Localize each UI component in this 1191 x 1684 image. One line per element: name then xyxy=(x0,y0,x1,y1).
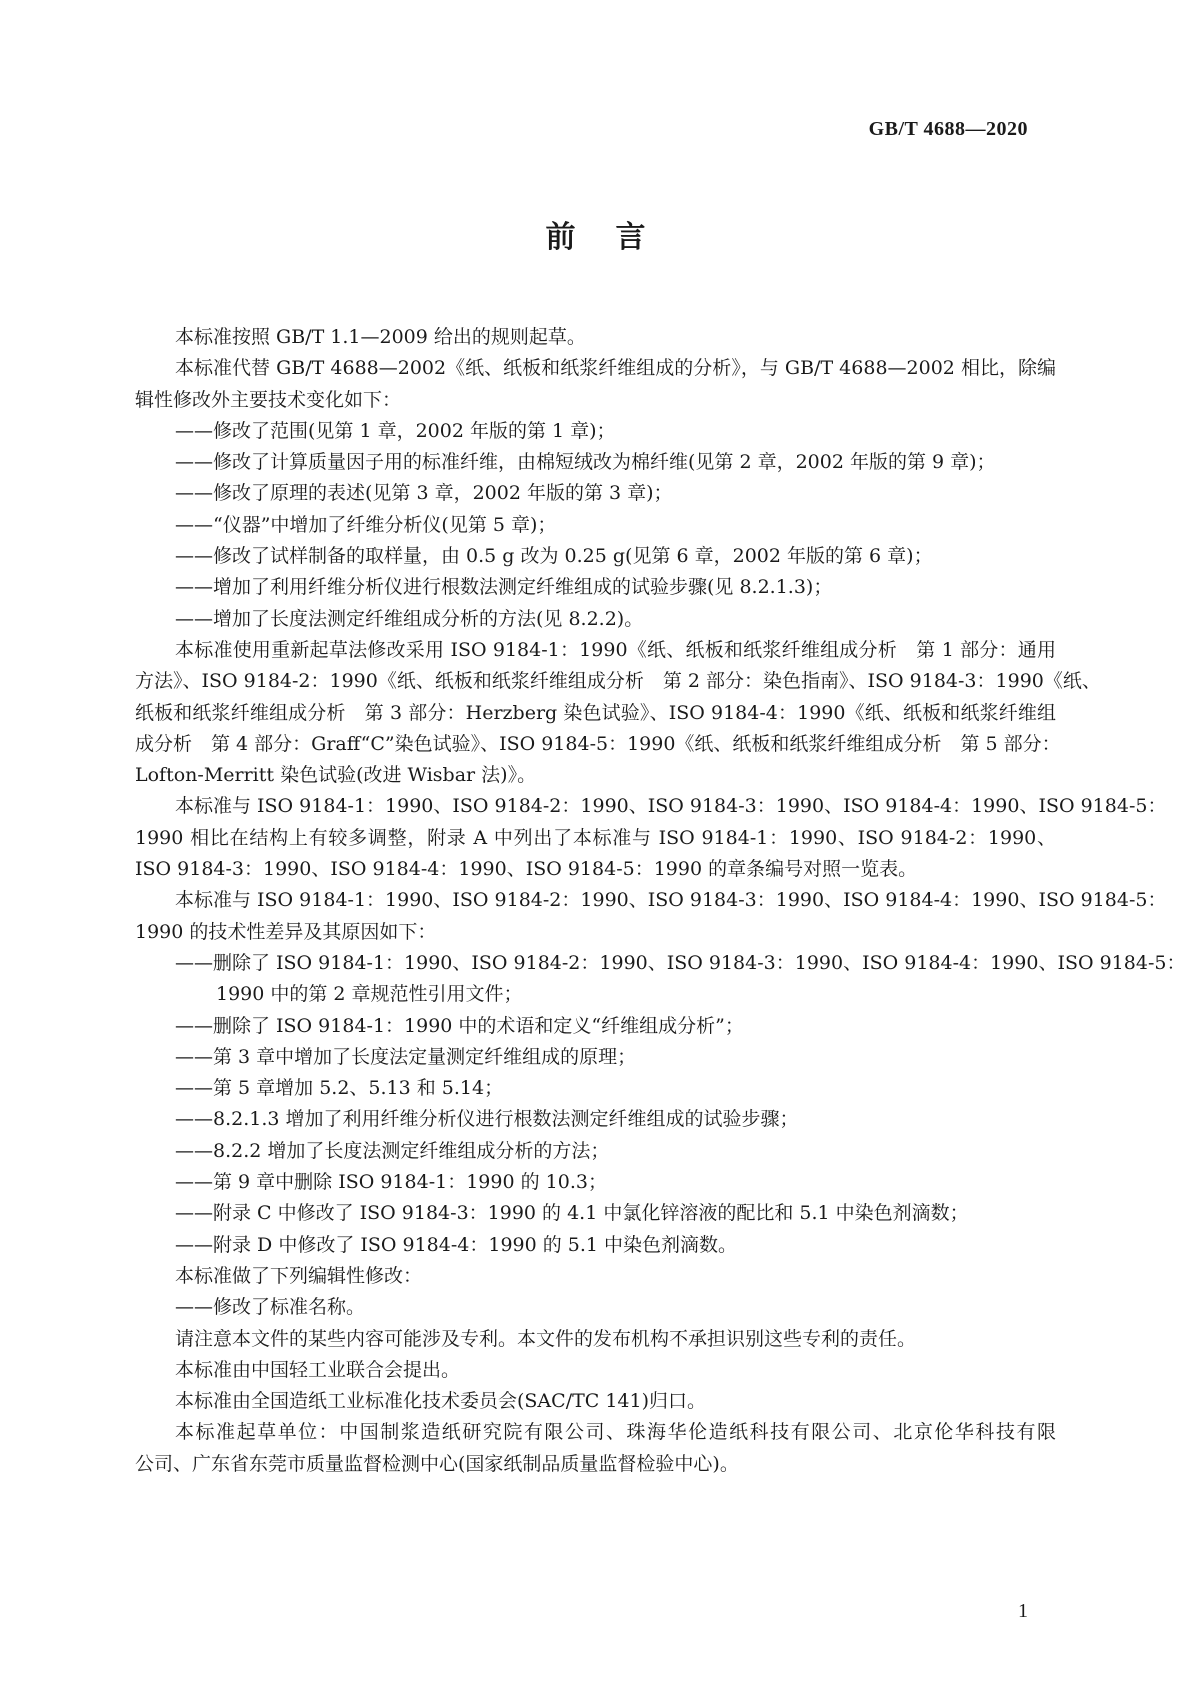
list-item: ——修改了试样制备的取样量，由 0.5 g 改为 0.25 g(见第 6 章，2002 年版的第 6 章)； xyxy=(175,545,933,568)
header-standard-code: GB/T 4688—2020 xyxy=(868,118,1028,140)
paragraph-line: 本标准由全国造纸工业标准化技术委员会(SAC/TC 141)归口。 xyxy=(175,1390,707,1413)
list-item-continuation: 1990 中的第 2 章规范性引用文件； xyxy=(216,983,523,1006)
page-number: 1 xyxy=(1018,1600,1028,1622)
list-item: ——修改了计算质量因子用的标准纤维，由棉短绒改为棉纤维(见第 2 章，2002 年版的第 9 章)； xyxy=(175,451,996,474)
paragraph-line: 本标准按照 GB/T 1.1—2009 给出的规则起草。 xyxy=(175,326,586,348)
paragraph-line: 请注意本文件的某些内容可能涉及专利。本文件的发布机构不承担识别这些专利的责任。 xyxy=(175,1327,917,1350)
list-item: ——第 9 章中删除 ISO 9184-1：1990 的 10.3； xyxy=(175,1171,607,1194)
paragraph-line: 辑性修改外主要技术变化如下： xyxy=(135,388,402,411)
paragraph-line: 方法》、ISO 9184-2：1990《纸、纸板和纸浆纤维组成分析 第 2 部分：染色指南》、ISO 9184-3：1990《纸、 xyxy=(135,670,1101,693)
list-item: ——8.2.2 增加了长度法测定纤维组成分析的方法； xyxy=(175,1139,610,1162)
paragraph-line: 本标准与 ISO 9184-1：1990、ISO 9184-2：1990、ISO 9184-3：1990、ISO 9184-4：1990、ISO 9184-5： xyxy=(175,795,1167,818)
list-item: ——删除了 ISO 9184-1：1990、ISO 9184-2：1990、ISO 9184-3：1990、ISO 9184-4：1990、ISO 9184-5： xyxy=(175,951,1186,974)
paragraph-line: Lofton-Merritt 染色试验(改进 Wisbar 法)》。 xyxy=(135,764,537,787)
paragraph-line: 成分析 第 4 部分：Graff“C”染色试验》、ISO 9184-5：1990《纸、纸板和纸浆纤维组成分析 第 5 部分： xyxy=(135,732,1061,755)
paragraph-line: ISO 9184-3：1990、ISO 9184-4：1990、ISO 9184-5：1990 的章条编号对照一览表。 xyxy=(135,858,918,881)
paragraph-line: 1990 的技术性差异及其原因如下： xyxy=(135,920,437,943)
list-item: ——“仪器”中增加了纤维分析仪(见第 5 章)； xyxy=(175,513,557,536)
list-item: ——增加了利用纤维分析仪进行根数法测定纤维组成的试验步骤(见 8.2.1.3)； xyxy=(175,576,833,599)
paragraph-line: 公司、广东省东莞市质量监督检测中心(国家纸制品质量监督检验中心)。 xyxy=(135,1452,739,1475)
list-item: ——附录 D 中修改了 ISO 9184-4：1990 的 5.1 中染色剂滴数。 xyxy=(175,1233,738,1256)
paragraph-line: 本标准做了下列编辑性修改： xyxy=(175,1264,423,1287)
list-item: ——修改了范围(见第 1 章，2002 年版的第 1 章)； xyxy=(175,419,616,442)
list-item: ——附录 C 中修改了 ISO 9184-3：1990 的 4.1 中氯化锌溶液的配比和 5.1 中染色剂滴数； xyxy=(175,1202,969,1225)
paragraph-line: 本标准代替 GB/T 4688—2002《纸、纸板和纸浆纤维组成的分析》，与 GB/T 4688—2002 相比，除编 xyxy=(175,357,1056,380)
paragraph-line: 纸板和纸浆纤维组成分析 第 3 部分：Herzberg 染色试验》、ISO 9184-4：1990《纸、纸板和纸浆纤维组 xyxy=(135,701,1056,724)
paragraph-line: 1990 相比在结构上有较多调整，附录 A 中列出了本标准与 ISO 9184-1：1990、ISO 9184-2：1990、 xyxy=(135,826,1056,849)
document-body xyxy=(135,322,1186,1480)
list-item: ——删除了 ISO 9184-1：1990 中的术语和定义“纤维组成分析”； xyxy=(175,1014,744,1037)
list-item: ——增加了长度法测定纤维组成分析的方法(见 8.2.2)。 xyxy=(175,607,644,630)
paragraph-line: 本标准由中国轻工业联合会提出。 xyxy=(175,1358,461,1381)
list-item: ——第 5 章增加 5.2、5.13 和 5.14； xyxy=(175,1077,504,1100)
paragraph-line: 本标准起草单位：中国制浆造纸研究院有限公司、珠海华伦造纸科技有限公司、北京伦华科技有限 xyxy=(175,1421,1056,1444)
page-title: 前言 xyxy=(545,220,686,255)
paragraph-line: 本标准使用重新起草法修改采用 ISO 9184-1：1990《纸、纸板和纸浆纤维组成分析 第 1 部分：通用 xyxy=(175,638,1056,661)
list-item: ——8.2.1.3 增加了利用纤维分析仪进行根数法测定纤维组成的试验步骤； xyxy=(175,1108,799,1131)
list-item: ——修改了标准名称。 xyxy=(175,1296,366,1319)
paragraph-line: 本标准与 ISO 9184-1：1990、ISO 9184-2：1990、ISO 9184-3：1990、ISO 9184-4：1990、ISO 9184-5： xyxy=(175,889,1167,912)
list-item: ——修改了原理的表述(见第 3 章，2002 年版的第 3 章)； xyxy=(175,482,673,505)
list-item: ——第 3 章中增加了长度法定量测定纤维组成的原理； xyxy=(175,1045,637,1068)
